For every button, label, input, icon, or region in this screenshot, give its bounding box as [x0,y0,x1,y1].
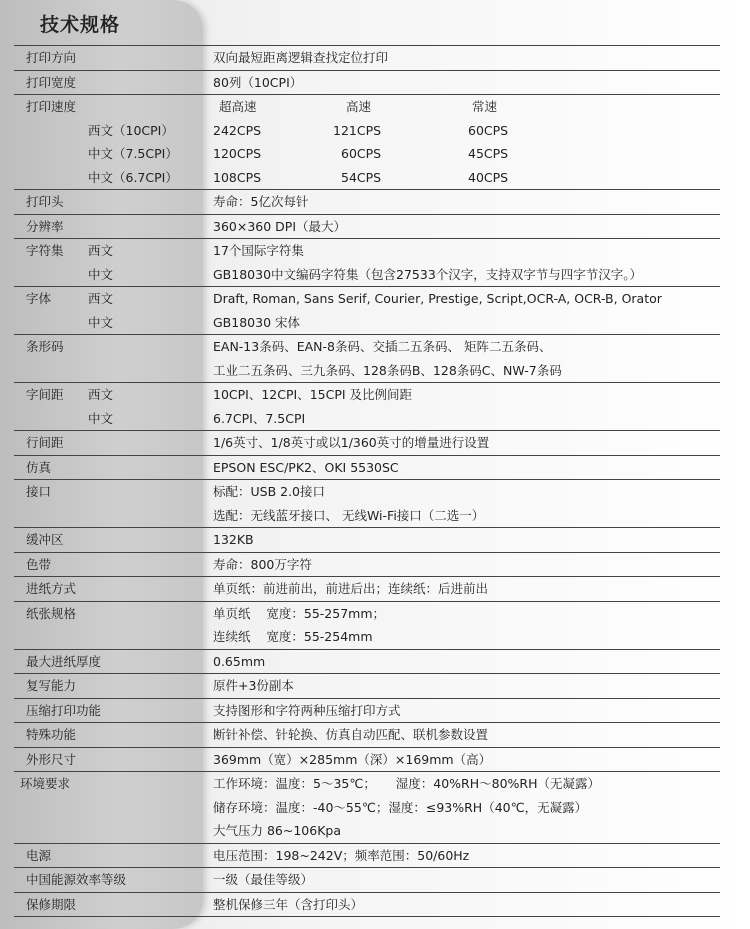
row-value: GB18030 宋体 [213,314,300,330]
row-value: 单页纸：前进前出，前进后出；连续纸：后进前出 [213,581,489,596]
row-sublabel: 中文 [88,266,114,282]
table-row [14,649,720,674]
row-label: 特殊功能 [26,727,77,742]
table-row [14,552,720,577]
speed-value: 108CPS [213,169,262,185]
speed-value: 60CPS [341,146,382,161]
row-value: 标配：USB 2.0接口 [213,484,326,499]
row-value: 单页纸 宽度：55-257mm； [213,605,386,621]
row-label: 行间距 [26,435,64,450]
row-value: 10CPI、12CPI、15CPI 及比例间距 [213,387,413,402]
row-sublabel: 西文 [88,387,114,402]
row-label: 打印宽度 [26,74,77,90]
row-sublabel: 西文 [88,243,114,258]
speed-value: 54CPS [341,169,382,185]
table-row [14,601,720,649]
row-label: 压缩打印功能 [26,702,102,718]
speed-value: 242CPS [213,122,262,138]
row-value: 369mm（宽）×285mm（深）×169mm（高） [213,751,492,767]
speed-value: 60CPS [468,122,509,138]
speed-value: 45CPS [468,146,509,161]
row-value: 选配：无线蓝牙接口、 无线Wi-Fi接口（二选一） [213,507,485,523]
row-value: 大气压力 86~106Kpa [213,823,342,838]
row-value: 寿命：5亿次每针 [213,194,309,209]
table-row [14,673,720,698]
row-label: 字体 [26,291,52,306]
row-value: 断针补偿、针轮换、仿真自动匹配、联机参数设置 [213,727,489,742]
row-value: 一级（最佳等级） [213,872,314,887]
table-row [14,45,720,70]
table-row [14,843,720,868]
row-value: 132KB [213,532,254,547]
row-label: 外形尺寸 [26,751,77,767]
table-row [14,430,720,455]
speed-header: 常速 [472,99,498,114]
table-row [14,698,720,723]
row-value: 工业二五条码、三九条码、128条码B、128条码C、NW-7条码 [213,362,562,378]
table-row [14,771,720,843]
table-row [14,238,720,286]
table-row [14,382,720,430]
table-row [14,286,720,334]
row-value: 连续纸 宽度：55-254mm [213,629,373,644]
row-value: 6.7CPI、7.5CPI [213,410,306,426]
row-sublabel: 中文（6.7CPI） [88,169,178,185]
row-value: 80列（10CPI） [213,74,303,90]
table-row [14,867,720,892]
row-value: EPSON ESC/PK2、OKI 5530SC [213,459,399,475]
row-label: 缓冲区 [26,532,64,547]
table-row [14,94,720,189]
row-value: 支持图形和字符两种压缩打印方式 [213,702,401,718]
row-label: 打印方向 [26,50,77,65]
table-row [14,892,720,918]
row-label: 电源 [26,847,52,863]
row-value: 寿命：800万字符 [213,556,312,572]
row-label: 中国能源效率等级 [26,872,127,887]
table-row [14,455,720,480]
speed-value: 40CPS [468,169,509,185]
table-row [14,479,720,527]
speed-header: 超高速 [219,99,257,114]
row-label: 保修期限 [26,896,77,912]
speed-header: 高速 [346,99,372,114]
speed-value: 121CPS [333,122,382,138]
row-label: 字符集 [26,243,64,258]
row-label: 环境要求 [20,776,71,791]
row-value: 电压范围：198~242V；频率范围：50/60Hz [213,847,470,863]
row-label: 纸张规格 [26,605,77,621]
row-value: 360×360 DPI（最大） [213,218,347,234]
row-label: 复写能力 [26,678,77,693]
table-row [14,214,720,239]
row-value: 整机保修三年（含打印头） [213,896,364,912]
row-value: 17个国际字符集 [213,243,304,258]
row-label: 接口 [26,484,52,499]
row-label: 打印头 [26,194,64,209]
row-sublabel: 中文 [88,410,114,426]
table-row [14,722,720,747]
row-label: 字间距 [26,387,64,402]
row-value: EAN-13条码、EAN-8条码、交插二五条码、 矩阵二五条码、 [213,339,552,354]
row-label: 色带 [26,556,52,572]
row-sublabel: 西文（10CPI） [88,122,174,138]
row-value: 双向最短距离逻辑查找定位打印 [213,50,389,65]
row-label: 进纸方式 [26,581,77,596]
page-title: 技术规格 [40,14,121,36]
row-label: 条形码 [26,339,64,354]
row-sublabel: 西文 [88,291,114,306]
table-row [14,747,720,772]
speed-value: 120CPS [213,146,262,161]
row-label: 打印速度 [26,99,77,114]
row-value: Draft, Roman, Sans Serif, Courier, Prestige, Script,OCR-A, OCR-B, Orator [213,291,662,306]
row-sublabel: 中文 [88,314,114,330]
table-row [14,576,720,601]
table-row [14,334,720,382]
table-row [14,70,720,95]
table-row [14,527,720,552]
row-value: 原件+3份副本 [213,678,294,693]
row-label: 仿真 [26,459,52,475]
row-value: GB18030中文编码字符集（包含27533个汉字，支持双字节与四字节汉字。） [213,266,643,282]
row-value: 工作环境：温度：5～35℃； 湿度：40%RH～80%RH（无凝露） [213,776,601,791]
table-row [14,189,720,214]
row-label: 分辨率 [26,218,64,234]
row-value: 0.65mm [213,653,266,669]
row-value: 1/6英寸、1/8英寸或以1/360英寸的增量进行设置 [213,435,490,450]
row-value: 储存环境：温度：-40～55℃；湿度：≤93%RH（40℃，无凝露） [213,799,588,815]
spec-table [14,45,720,917]
row-sublabel: 中文（7.5CPI） [88,146,178,161]
row-label: 最大进纸厚度 [26,653,102,669]
